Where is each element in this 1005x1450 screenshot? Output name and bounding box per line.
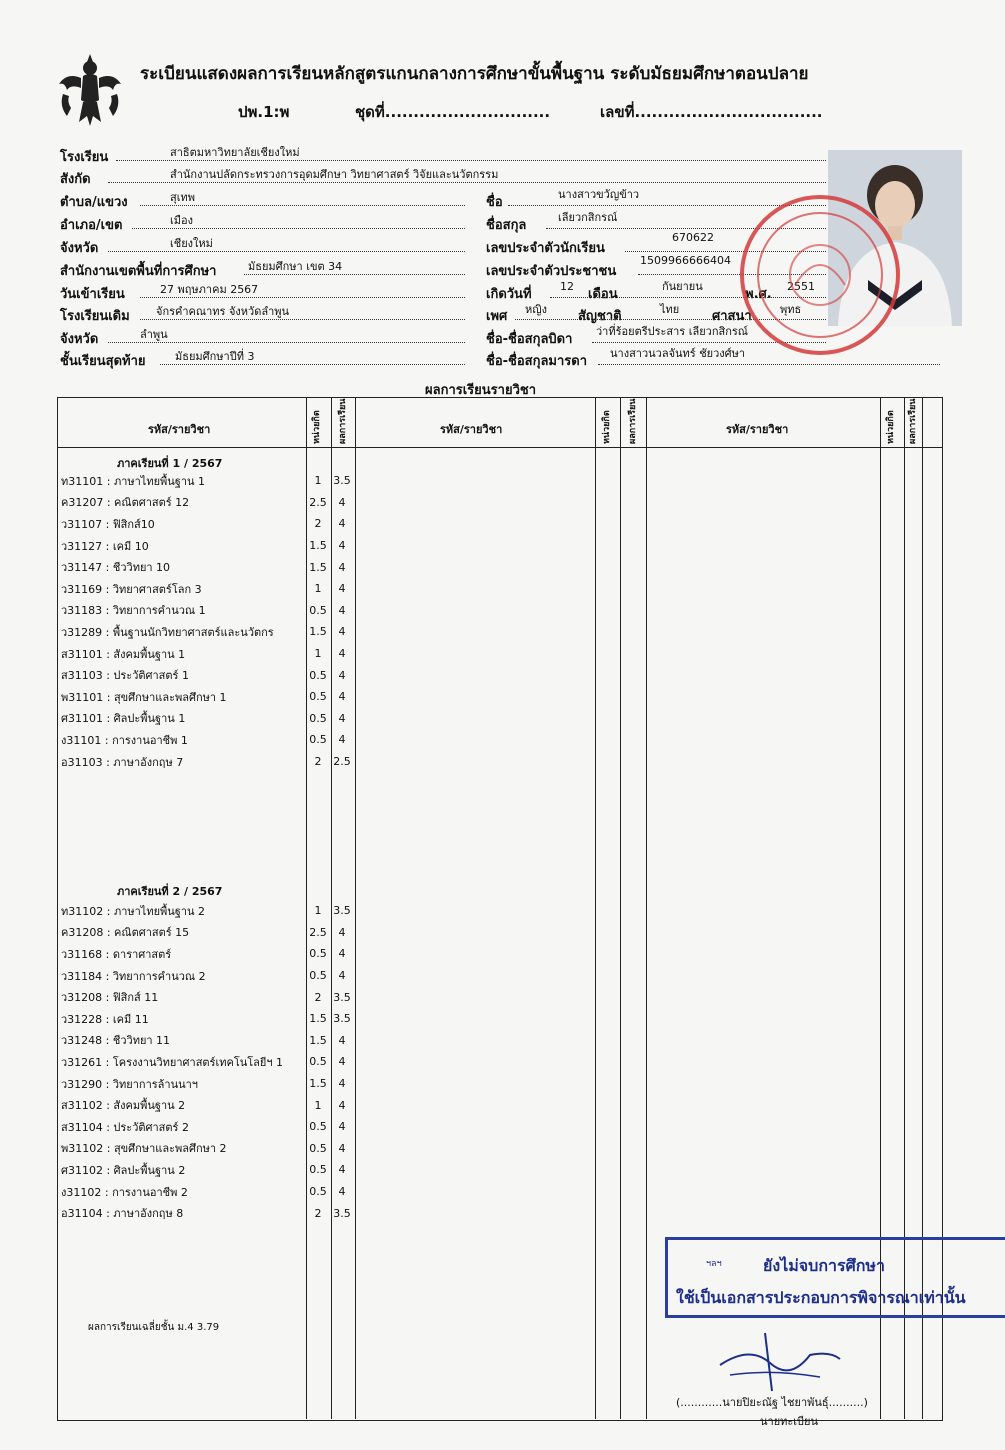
subject-row bbox=[61, 1181, 354, 1203]
subject-name: ว31289 : พื้นฐานนักวิทยาศาสตร์และนวัตกร bbox=[61, 625, 274, 639]
subject-credit: 0.5 bbox=[309, 711, 327, 725]
subject-row bbox=[61, 1202, 354, 1224]
subject-grade: 3.5 bbox=[333, 904, 351, 918]
surname-label: ชื่อสกุล bbox=[486, 218, 527, 233]
subject-credit: 2 bbox=[314, 517, 322, 531]
surname-value: เลียวกสิกรณ์ bbox=[558, 211, 618, 224]
subject-grade: 4 bbox=[338, 539, 346, 553]
semester-2-list bbox=[61, 900, 354, 1224]
subject-name: ว31290 : วิทยาการล้านนาฯ bbox=[61, 1077, 198, 1091]
subject-row bbox=[61, 556, 354, 578]
birth-day-label: เกิดวันที่ bbox=[486, 287, 532, 302]
sex-label: เพศ bbox=[486, 309, 508, 324]
subject-row bbox=[61, 1051, 354, 1073]
name-value: นางสาวขวัญข้าว bbox=[558, 188, 640, 201]
birth-year-label: พ.ศ. bbox=[745, 287, 772, 302]
semester-1-title: ภาคเรียนที่ 1 / 2567 bbox=[117, 457, 223, 470]
subject-row bbox=[61, 1030, 354, 1052]
subject-credit: 0.5 bbox=[309, 1141, 327, 1155]
subject-name: อ31103 : ภาษาอังกฤษ 7 bbox=[61, 755, 184, 769]
subject-credit: 0.5 bbox=[309, 1185, 327, 1199]
subject-grade: 4 bbox=[338, 582, 346, 596]
subject-name: ค31208 : คณิตศาสตร์ 15 bbox=[61, 926, 190, 940]
subject-row bbox=[61, 513, 354, 535]
subject-credit: 1 bbox=[314, 474, 322, 488]
subject-grade: 3.5 bbox=[333, 1206, 351, 1220]
subject-grade: 4 bbox=[338, 668, 346, 682]
subject-credit: 1.5 bbox=[309, 625, 327, 639]
col-subject-header-2: รหัส/รายวิชา bbox=[440, 423, 503, 436]
col-subject-header-3: รหัส/รายวิชา bbox=[726, 423, 789, 436]
previous-school-value: จักรคำคณาทร จังหวัดลำพูน bbox=[156, 305, 290, 318]
grade-point-average: ผลการเรียนเฉลี่ยชั้น ม.4 3.79 bbox=[88, 1322, 220, 1333]
subject-row bbox=[61, 492, 354, 514]
subject-name: ส31101 : สังคมพื้นฐาน 1 bbox=[61, 647, 186, 661]
subject-name: ว31208 : ฟิสิกส์ 11 bbox=[61, 991, 159, 1005]
col-subject-header-1: รหัส/รายวิชา bbox=[148, 423, 211, 436]
subject-grade: 4 bbox=[338, 1055, 346, 1069]
subject-name: ง31102 : การงานอาชีพ 2 bbox=[61, 1185, 188, 1199]
subject-name: ส31104 : ประวัติศาสตร์ 2 bbox=[61, 1120, 189, 1134]
subject-name: ว31184 : วิทยาการคำนวณ 2 bbox=[61, 969, 206, 983]
mother-label: ชื่อ-ชื่อสกุลมารดา bbox=[486, 354, 588, 369]
subject-row bbox=[61, 943, 354, 965]
subject-grade: 4 bbox=[338, 947, 346, 961]
father-value: ว่าที่ร้อยตรีประสาร เลียวกสิกรณ์ bbox=[596, 325, 748, 338]
subject-name: ว31261 : โครงงานวิทยาศาสตร์เทคโนโลยีฯ 1 bbox=[61, 1055, 284, 1069]
subject-row bbox=[61, 1094, 354, 1116]
subject-name: ส31103 : ประวัติศาสตร์ 1 bbox=[61, 669, 189, 683]
religion-value: พุทธ bbox=[780, 303, 802, 316]
subject-credit: 0.5 bbox=[309, 603, 327, 617]
set-number-label: ชุดที่............................. bbox=[355, 103, 551, 121]
subject-name: ศ31101 : ศิลปะพื้นฐาน 1 bbox=[61, 712, 186, 726]
subject-grade: 4 bbox=[338, 925, 346, 939]
subject-row bbox=[61, 664, 354, 686]
registrar-name: (............นายปิยะณัฐ ไชยาพันธุ์..........) bbox=[676, 1396, 868, 1409]
school-seal-stamp-icon bbox=[735, 185, 905, 365]
subject-credit: 0.5 bbox=[309, 969, 327, 983]
subject-name: ท31102 : ภาษาไทยพื้นฐาน 2 bbox=[61, 904, 206, 918]
subject-credit: 1.5 bbox=[309, 1077, 327, 1091]
subject-credit: 1.5 bbox=[309, 1012, 327, 1026]
form-code: ปพ.1:พ bbox=[238, 103, 290, 121]
subject-row bbox=[61, 708, 354, 730]
subject-grade: 4 bbox=[338, 711, 346, 725]
subject-row bbox=[61, 470, 354, 492]
subject-name: ค31207 : คณิตศาสตร์ 12 bbox=[61, 496, 190, 510]
subject-grade: 2.5 bbox=[333, 755, 351, 769]
subject-name: ส31102 : สังคมพื้นฐาน 2 bbox=[61, 1099, 186, 1113]
subject-name: อ31104 : ภาษาอังกฤษ 8 bbox=[61, 1207, 184, 1221]
nationality-value: ไทย bbox=[660, 303, 680, 316]
father-label: ชื่อ-ชื่อสกุลบิดา bbox=[486, 332, 573, 347]
subject-credit: 0.5 bbox=[309, 1055, 327, 1069]
sex-value: หญิง bbox=[525, 303, 547, 316]
subject-credit: 2.5 bbox=[309, 925, 327, 939]
subject-grade: 4 bbox=[338, 733, 346, 747]
district-value: เมือง bbox=[170, 214, 193, 227]
subject-grade: 4 bbox=[338, 1141, 346, 1155]
affiliation-label: สังกัด bbox=[60, 172, 91, 187]
subject-row bbox=[61, 965, 354, 987]
subject-grade: 3.5 bbox=[333, 990, 351, 1004]
col-grade-header-1: ผลการเรียน bbox=[338, 398, 348, 444]
col-credit-header-2: หน่วยกิต bbox=[602, 410, 612, 444]
subject-grade: 4 bbox=[338, 647, 346, 661]
subject-grade: 4 bbox=[338, 560, 346, 574]
subject-grade: 4 bbox=[338, 517, 346, 531]
subject-row bbox=[61, 1116, 354, 1138]
student-id-label: เลขประจำตัวนักเรียน bbox=[486, 241, 605, 256]
subject-credit: 2 bbox=[314, 1206, 322, 1220]
name-label: ชื่อ bbox=[486, 195, 503, 210]
subject-grade: 3.5 bbox=[333, 474, 351, 488]
subject-name: ศ31102 : ศิลปะพื้นฐาน 2 bbox=[61, 1163, 186, 1177]
subject-credit: 0.5 bbox=[309, 668, 327, 682]
subject-row bbox=[61, 1008, 354, 1030]
subject-row bbox=[61, 1159, 354, 1181]
garuda-emblem-icon bbox=[55, 50, 125, 130]
nationality-label: สัญชาติ bbox=[578, 309, 622, 324]
subject-credit: 0.5 bbox=[309, 1120, 327, 1134]
subject-row bbox=[61, 621, 354, 643]
subject-row bbox=[61, 1138, 354, 1160]
subject-grade: 4 bbox=[338, 1120, 346, 1134]
subject-name: พ31101 : สุขศึกษาและพลศึกษา 1 bbox=[61, 690, 227, 704]
subject-grade: 4 bbox=[338, 495, 346, 509]
citizen-id-label: เลขประจำตัวประชาชน bbox=[486, 264, 617, 279]
subject-grade: 4 bbox=[338, 625, 346, 639]
previous-province-label: จังหวัด bbox=[60, 332, 99, 347]
subject-row bbox=[61, 751, 354, 773]
stamp-not-graduated: ยังไม่จบการศึกษา bbox=[763, 1256, 885, 1275]
birth-year-value: 2551 bbox=[787, 280, 815, 293]
subject-credit: 0.5 bbox=[309, 1163, 327, 1177]
entry-date-value: 27 พฤษภาคม 2567 bbox=[160, 283, 259, 296]
subject-name: ว31147 : ชีววิทยา 10 bbox=[61, 561, 171, 575]
last-level-value: มัธยมศึกษาปีที่ 3 bbox=[175, 350, 255, 363]
subdistrict-label: ตำบล/แขวง bbox=[60, 195, 128, 210]
subject-credit: 1.5 bbox=[309, 539, 327, 553]
subject-credit: 1 bbox=[314, 582, 322, 596]
subject-grade: 4 bbox=[338, 1033, 346, 1047]
birth-month-value: กันยายน bbox=[662, 280, 703, 293]
mother-value: นางสาวนวลจันทร์ ชัยวงศ์ษา bbox=[610, 347, 746, 360]
stamp-usage-note: ใช้เป็นเอกสารประกอบการพิจารณาเท่านั้น bbox=[676, 1288, 966, 1307]
birth-day-value: 12 bbox=[560, 280, 574, 293]
subject-grade: 4 bbox=[338, 690, 346, 704]
school-value: สาธิตมหาวิทยาลัยเชียงใหม่ bbox=[170, 146, 300, 159]
school-label: โรงเรียน bbox=[60, 150, 109, 165]
area-office-label: สำนักงานเขตพื้นที่การศึกษา bbox=[60, 264, 217, 279]
subject-row bbox=[61, 922, 354, 944]
subject-grade: 4 bbox=[338, 1077, 346, 1091]
subject-credit: 1 bbox=[314, 1098, 322, 1112]
subject-credit: 2 bbox=[314, 990, 322, 1004]
subject-grade: 3.5 bbox=[333, 1012, 351, 1026]
subject-grade: 4 bbox=[338, 1098, 346, 1112]
subject-row bbox=[61, 986, 354, 1008]
results-section-title: ผลการเรียนรายวิชา bbox=[425, 383, 536, 398]
subject-credit: 1 bbox=[314, 904, 322, 918]
col-credit-header-3: หน่วยกิต bbox=[886, 410, 896, 444]
subject-name: ว31168 : ดาราศาสตร์ bbox=[61, 947, 172, 961]
subject-credit: 1.5 bbox=[309, 560, 327, 574]
subject-credit: 0.5 bbox=[309, 947, 327, 961]
previous-province-value: ลำพูน bbox=[140, 328, 168, 341]
subject-grade: 4 bbox=[338, 1163, 346, 1177]
province-value: เชียงใหม่ bbox=[170, 237, 213, 250]
subject-credit: 0.5 bbox=[309, 733, 327, 747]
subject-row bbox=[61, 1073, 354, 1095]
document-title: ระเบียนแสดงผลการเรียนหลักสูตรแกนกลางการศึกษาขั้นพื้นฐาน ระดับมัธยมศึกษาตอนปลาย bbox=[140, 64, 809, 84]
student-id-value: 670622 bbox=[672, 231, 714, 244]
subject-credit: 0.5 bbox=[309, 690, 327, 704]
subject-row bbox=[61, 686, 354, 708]
birth-month-label: เดือน bbox=[588, 287, 618, 302]
province-label: จังหวัด bbox=[60, 241, 99, 256]
last-level-label: ชั้นเรียนสุดท้าย bbox=[60, 354, 146, 369]
religion-label: ศาสนา bbox=[712, 309, 752, 324]
citizen-id-value: 1509966666404 bbox=[640, 254, 731, 267]
subject-row bbox=[61, 535, 354, 557]
subject-name: พ31102 : สุขศึกษาและพลศึกษา 2 bbox=[61, 1142, 227, 1156]
subject-name: ว31127 : เคมี 10 bbox=[61, 539, 149, 553]
subject-credit: 2.5 bbox=[309, 495, 327, 509]
subject-row bbox=[61, 729, 354, 751]
registrar-signature bbox=[710, 1325, 850, 1395]
subject-row bbox=[61, 900, 354, 922]
subject-row bbox=[61, 600, 354, 622]
district-label: อำเภอ/เขต bbox=[60, 218, 123, 233]
subject-name: ง31101 : การงานอาชีพ 1 bbox=[61, 733, 188, 747]
subject-credit: 1 bbox=[314, 647, 322, 661]
stamp-small-text: ฯลฯ bbox=[706, 1259, 722, 1269]
affiliation-value: สำนักงานปลัดกระทรวงการอุดมศึกษา วิทยาศาสตร์ วิจัยและนวัตกรรม bbox=[170, 168, 499, 181]
subject-name: ว31248 : ชีววิทยา 11 bbox=[61, 1034, 171, 1048]
subject-credit: 2 bbox=[314, 755, 322, 769]
semester-1-list bbox=[61, 470, 354, 772]
col-grade-header-3: ผลการเรียน bbox=[908, 398, 918, 444]
subject-credit: 1.5 bbox=[309, 1033, 327, 1047]
registrar-role: นายทะเบียน bbox=[760, 1415, 819, 1428]
subdistrict-value: สุเทพ bbox=[170, 191, 195, 204]
subject-row bbox=[61, 643, 354, 665]
col-credit-header-1: หน่วยกิต bbox=[312, 410, 322, 444]
area-office-value: มัธยมศึกษา เขต 34 bbox=[248, 260, 343, 273]
subject-name: ว31228 : เคมี 11 bbox=[61, 1012, 149, 1026]
document-number-label: เลขที่................................. bbox=[600, 103, 823, 121]
status-stamp bbox=[665, 1237, 1005, 1318]
subject-name: ว31169 : วิทยาศาสตร์โลก 3 bbox=[61, 582, 202, 596]
subject-grade: 4 bbox=[338, 1185, 346, 1199]
subject-name: ว31107 : ฟิสิกส์10 bbox=[61, 517, 155, 531]
semester-2-title: ภาคเรียนที่ 2 / 2567 bbox=[117, 885, 223, 898]
subject-row bbox=[61, 578, 354, 600]
col-grade-header-2: ผลการเรียน bbox=[628, 398, 638, 444]
subject-name: ท31101 : ภาษาไทยพื้นฐาน 1 bbox=[61, 474, 206, 488]
entry-date-label: วันเข้าเรียน bbox=[60, 287, 125, 302]
subject-name: ว31183 : วิทยาการคำนวณ 1 bbox=[61, 604, 206, 618]
subject-grade: 4 bbox=[338, 603, 346, 617]
previous-school-label: โรงเรียนเดิม bbox=[60, 309, 130, 324]
subject-grade: 4 bbox=[338, 969, 346, 983]
